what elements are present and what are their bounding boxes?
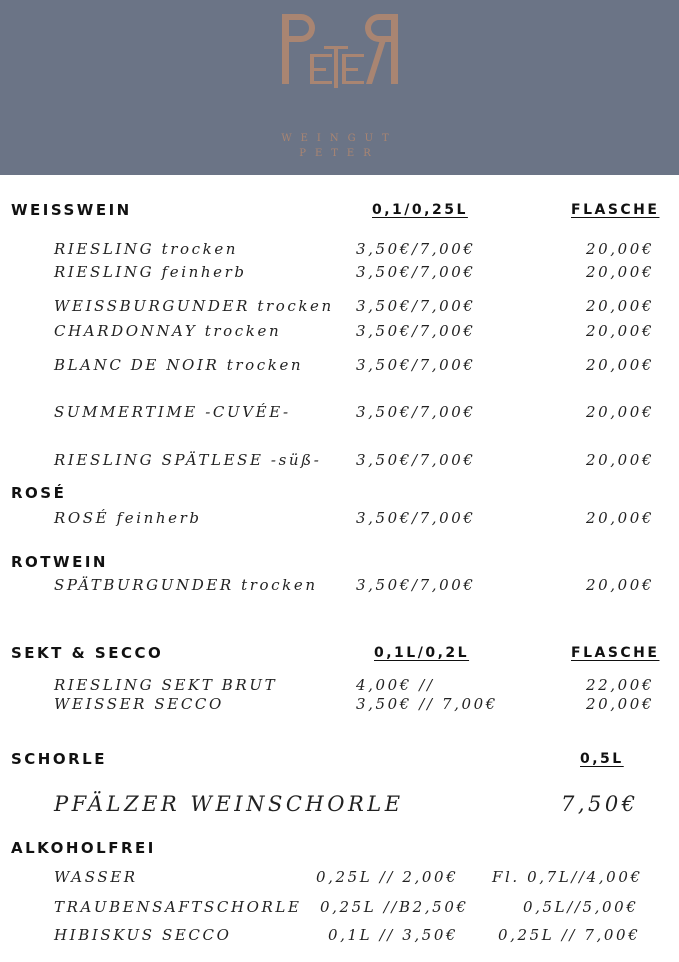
- glass-price: 3,50€/7,00€: [356, 509, 476, 527]
- glass-price: 3,50€/7,00€: [356, 240, 476, 258]
- bottle-price: 20,00€: [586, 263, 655, 281]
- glass-price: 3,50€/7,00€: [356, 322, 476, 340]
- bottle-price: 20,00€: [586, 451, 655, 469]
- bottle-price: 20,00€: [586, 695, 655, 713]
- glass-price: 3,50€/7,00€: [356, 403, 476, 421]
- bottle-price: 20,00€: [586, 403, 655, 421]
- schorle-name: PFÄLZER WEINSCHORLE: [54, 792, 404, 816]
- column-header-glass: 0,1L/0,2L: [374, 645, 470, 661]
- section-title-weisswein: WEISSWEIN: [11, 201, 132, 219]
- wine-name: RIESLING trocken: [54, 240, 239, 258]
- glass-price: 3,50€/7,00€: [356, 263, 476, 281]
- section-title-sekt: SEKT & SECCO: [11, 644, 164, 662]
- wine-name: SUMMERTIME -CUVÉE-: [54, 403, 291, 421]
- wine-name: CHARDONNAY trocken: [54, 322, 282, 340]
- bottle-price: 20,00€: [586, 356, 655, 374]
- drink-name: TRAUBENSAFTSCHORLE: [54, 898, 302, 916]
- bottle-price: 22,00€: [586, 676, 655, 694]
- winery-owner: PETER: [299, 148, 380, 159]
- wine-name: BLANC DE NOIR trocken: [54, 356, 304, 374]
- section-title-rotwein: ROTWEIN: [11, 553, 108, 571]
- glass-price: 3,50€/7,00€: [356, 356, 476, 374]
- large-price: 0,5L//5,00€: [523, 898, 639, 916]
- small-price: 0,25L // 2,00€: [316, 868, 459, 886]
- glass-price: 3,50€ // 7,00€: [356, 695, 498, 713]
- winery-logo-icon: [280, 10, 400, 90]
- section-title-schorle: SCHORLE: [11, 750, 107, 768]
- column-header-bottle: FLASCHE: [571, 202, 660, 218]
- wine-name: RIESLING feinherb: [54, 263, 247, 281]
- bottle-price: 20,00€: [586, 297, 655, 315]
- large-price: Fl. 0,7L//4,00€: [492, 868, 643, 886]
- bottle-price: 20,00€: [586, 322, 655, 340]
- wine-name: RIESLING SEKT BRUT: [54, 676, 278, 694]
- wine-name: WEISSER SECCO: [54, 695, 224, 713]
- glass-price: 3,50€/7,00€: [356, 451, 476, 469]
- bottle-price: 20,00€: [586, 576, 655, 594]
- small-price: 0,1L // 3,50€: [328, 926, 459, 944]
- header-banner: [0, 0, 679, 175]
- schorle-price: 7,50€: [561, 792, 639, 816]
- wine-name: WEISSBURGUNDER trocken: [54, 297, 334, 315]
- glass-price: 3,50€/7,00€: [356, 297, 476, 315]
- bottle-price: 20,00€: [586, 509, 655, 527]
- column-header-size: 0,5L: [580, 751, 624, 767]
- glass-price: 4,00€ //: [356, 676, 435, 694]
- wine-name: ROSÉ feinherb: [54, 509, 202, 527]
- small-price: 0,25L //B2,50€: [320, 898, 469, 916]
- section-title-alkoholfrei: ALKOHOLFREI: [11, 839, 156, 857]
- drink-name: WASSER: [54, 868, 138, 886]
- glass-price: 3,50€/7,00€: [356, 576, 476, 594]
- wine-name: RIESLING SPÄTLESE -süß-: [54, 451, 322, 469]
- section-title-rose: ROSÉ: [11, 484, 67, 502]
- wine-name: SPÄTBURGUNDER trocken: [54, 576, 318, 594]
- bottle-price: 20,00€: [586, 240, 655, 258]
- winery-name: WEINGUT: [281, 133, 398, 144]
- drink-name: HIBISKUS SECCO: [54, 926, 232, 944]
- column-header-glass: 0,1/0,25L: [372, 202, 468, 218]
- large-price: 0,25L // 7,00€: [498, 926, 641, 944]
- column-header-bottle: FLASCHE: [571, 645, 660, 661]
